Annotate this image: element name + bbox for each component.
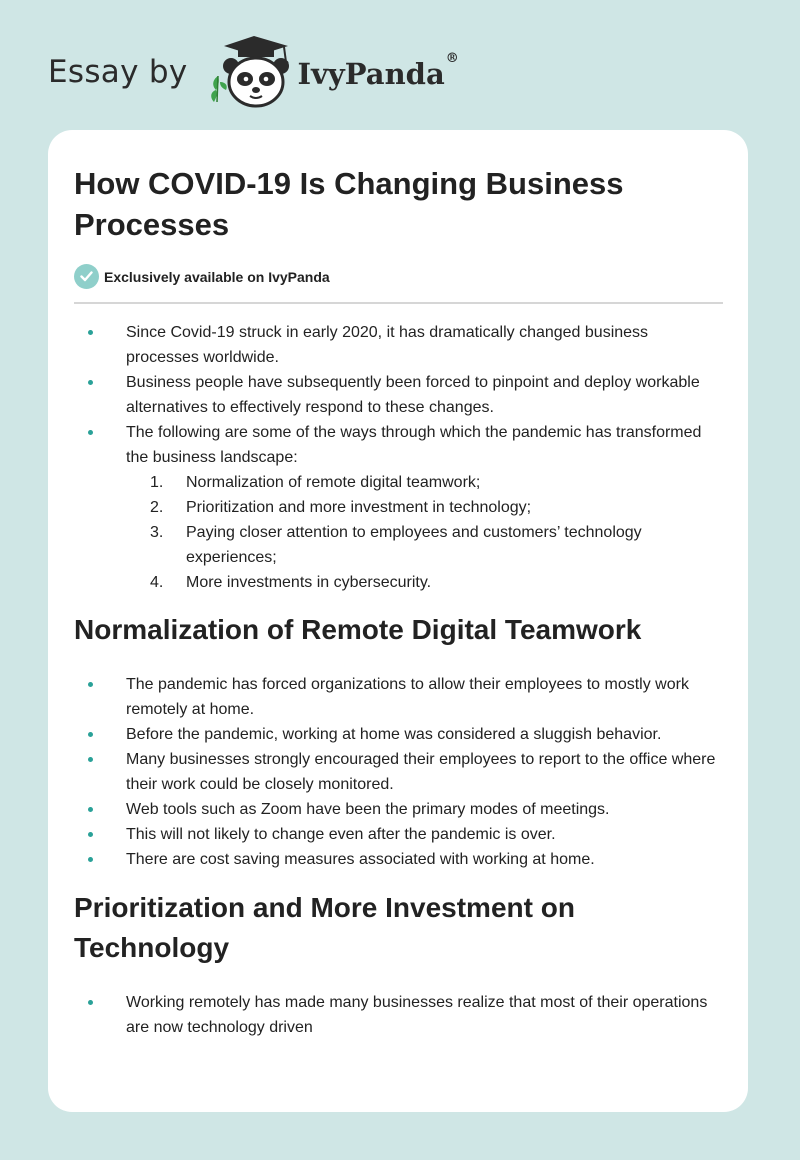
list-item: Web tools such as Zoom have been the primary modes of meetings. xyxy=(74,797,719,822)
list-item: Many businesses strongly encouraged their employees to report to the office where their work could be closely monitored. xyxy=(74,747,719,797)
list-item: This will not likely to change even after the pandemic is over. xyxy=(74,822,719,847)
brand-name: IvyPanda® xyxy=(297,51,459,91)
exclusive-badge xyxy=(74,264,330,289)
list-item-text: The following are some of the ways through which the pandemic has transformed the business landscape: xyxy=(126,424,702,466)
item-number: 1. xyxy=(150,474,164,491)
numbered-item xyxy=(126,470,719,495)
item-number: 2. xyxy=(150,499,164,516)
brand-prefix: Essay by xyxy=(48,54,188,90)
numbered-item xyxy=(126,520,719,570)
badge-text: Exclusively available on IvyPanda xyxy=(104,268,330,285)
panda-logo-icon xyxy=(204,36,296,108)
list-item xyxy=(74,420,719,595)
section1-list xyxy=(74,672,719,872)
section2-list xyxy=(74,990,719,1040)
item-number: 3. xyxy=(150,524,164,541)
registered-mark: ® xyxy=(445,51,459,66)
list-item: Before the pandemic, working at home was considered a sluggish behavior. xyxy=(74,722,719,747)
intro-list xyxy=(74,320,719,595)
essay-title: How COVID-19 Is Changing Business Processes xyxy=(74,166,624,242)
numbered-item xyxy=(126,570,719,595)
item-text: Paying closer attention to employees and customers’ technology experiences; xyxy=(186,524,642,566)
list-item: There are cost saving measures associated with working at home. xyxy=(74,847,719,872)
essay-card xyxy=(48,130,748,1112)
item-text: More investments in cybersecurity. xyxy=(186,574,432,591)
item-text: Prioritization and more investment in technology; xyxy=(186,499,532,516)
numbered-list xyxy=(126,470,719,595)
check-icon xyxy=(74,264,99,289)
brand-header xyxy=(48,36,459,108)
section-heading: Normalization of Remote Digital Teamwork xyxy=(74,614,642,645)
list-item: Business people have subsequently been forced to pinpoint and deploy workable alternatives to effectively respond to these changes. xyxy=(74,370,719,420)
list-item: Since Covid-19 struck in early 2020, it has dramatically changed business processes worldwide. xyxy=(74,320,719,370)
item-number: 4. xyxy=(150,574,164,591)
section-heading: Prioritization and More Investment on Technology xyxy=(74,892,575,963)
list-item: The pandemic has forced organizations to allow their employees to mostly work remotely at home. xyxy=(74,672,719,722)
numbered-item xyxy=(126,495,719,520)
divider xyxy=(74,302,723,304)
item-text: Normalization of remote digital teamwork; xyxy=(186,474,481,491)
list-item: Working remotely has made many businesses realize that most of their operations are now technology driven xyxy=(74,990,719,1040)
